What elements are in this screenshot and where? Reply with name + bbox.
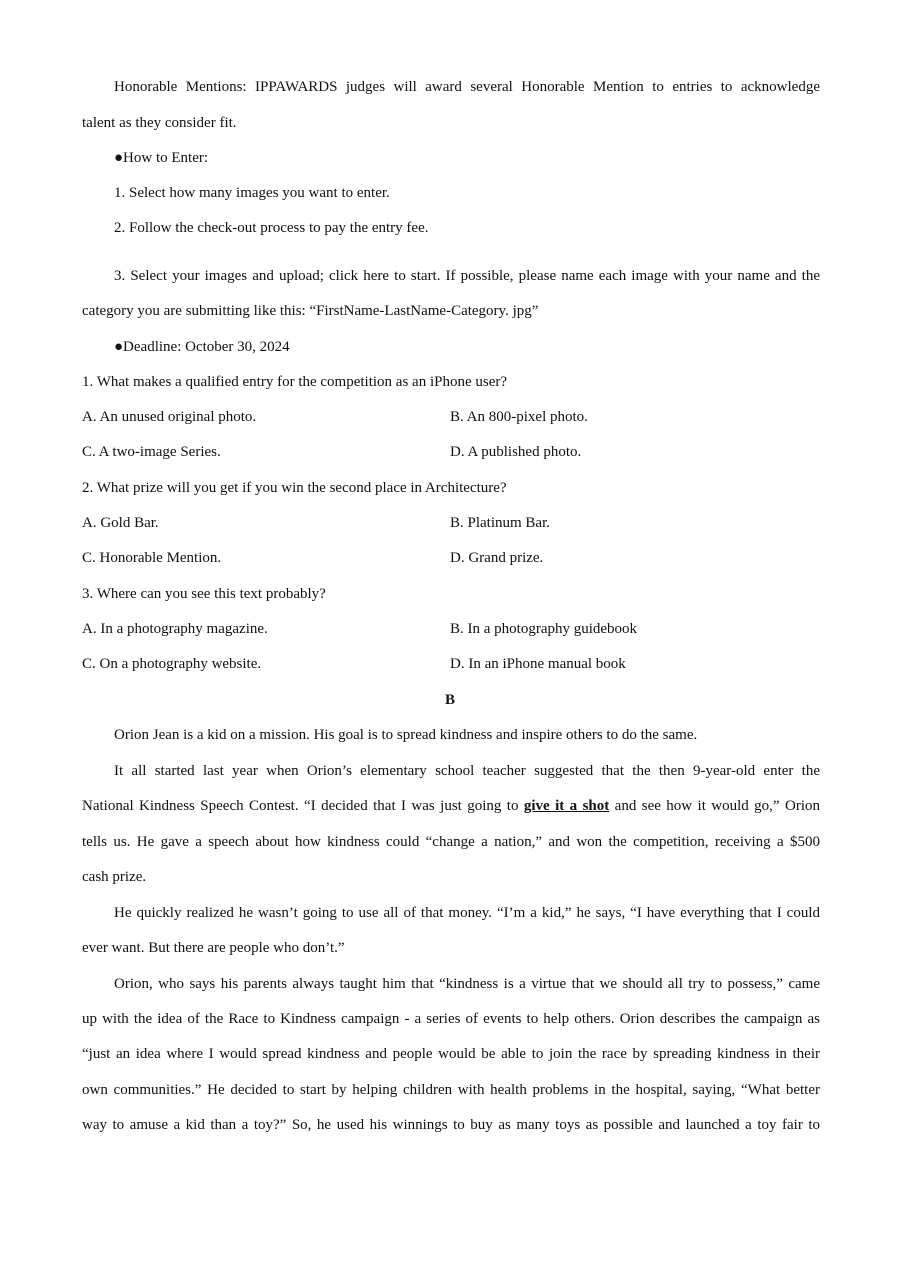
honorable-mentions-text: Honorable Mentions: IPPAWARDS judges will award several Honorable Mention to entries to acknowledge: [114, 79, 820, 95]
question-2-option-d: D. Grand prize.: [450, 550, 544, 566]
question-1-option-d: D. A published photo.: [450, 444, 582, 460]
passage-b-paragraph-4-line-5: way to amuse a kid than a toy?” So, he used his winnings to buy as many toys as possible and launched a toy fair to: [82, 1117, 820, 1133]
passage-b-paragraph-2-line-2: [82, 796, 820, 816]
question-1-option-a: A. An unused original photo.: [82, 409, 257, 425]
passage-b-paragraph-3-line-2: ever want. But there are people who don’t.”: [82, 940, 345, 956]
how-to-enter-heading: ●How to Enter:: [114, 150, 209, 166]
entry-step-2: 2. Follow the check-out process to pay the entry fee.: [114, 220, 429, 236]
question-3-option-b: B. In a photography guidebook: [450, 621, 638, 637]
passage-b-paragraph-4: Orion, who says his parents always taught him that “kindness is a virtue that we should all try to possess,” came: [114, 976, 820, 992]
passage-b-paragraph-2: It all started last year when Orion’s elementary school teacher suggested that the then 9-year-old enter the: [114, 763, 820, 779]
question-1-option-c: C. A two-image Series.: [82, 444, 221, 460]
underlined-phrase: give it a shot: [523, 798, 610, 814]
question-1-stem: 1. What makes a qualified entry for the competition as an iPhone user?: [82, 374, 508, 390]
section-b-heading: B: [444, 692, 455, 708]
question-3-option-c: C. On a photography website.: [82, 656, 262, 672]
paragraph-2-text-before: National Kindness Speech Contest. “I decided that I was just going to: [82, 798, 524, 814]
question-2-option-a: A. Gold Bar.: [82, 515, 159, 531]
passage-b-paragraph-4-line-3: “just an idea where I would spread kindness and people would be able to join the race by spreading kindness in their: [82, 1046, 820, 1062]
question-2-stem: 2. What prize will you get if you win the second place in Architecture?: [82, 480, 507, 496]
question-3-option-d: D. In an iPhone manual book: [450, 656, 626, 672]
passage-b-paragraph-2-line-3: tells us. He gave a speech about how kindness could “change a nation,” and won the competition, receiving a $500: [82, 834, 820, 850]
entry-step-3-cont: category you are submitting like this: “FirstName-LastName-Category. jpg”: [82, 303, 539, 319]
entry-step-1: 1. Select how many images you want to enter.: [114, 185, 390, 201]
honorable-mentions-text-cont: talent as they consider fit.: [82, 115, 237, 131]
question-2-option-b: B. Platinum Bar.: [450, 515, 551, 531]
passage-b-paragraph-4-line-2: up with the idea of the Race to Kindness campaign - a series of events to help others. Orion describes the campaign as: [82, 1011, 820, 1027]
question-2-option-c: C. Honorable Mention.: [82, 550, 222, 566]
passage-b-paragraph-4-line-4: own communities.” He decided to start by helping children with health problems in the hospital, saying, “What better: [82, 1082, 820, 1098]
passage-b-paragraph-3: He quickly realized he wasn’t going to use all of that money. “I’m a kid,” he says, “I have everything that I could: [114, 905, 820, 921]
deadline-text: ●Deadline: October 30, 2024: [114, 339, 290, 355]
question-3-stem: 3. Where can you see this text probably?: [82, 586, 326, 602]
passage-b-paragraph-1: Orion Jean is a kid on a mission. His goal is to spread kindness and inspire others to do the same.: [114, 727, 698, 743]
entry-step-3: 3. Select your images and upload; click here to start. If possible, please name each image with your name and the: [114, 268, 820, 284]
paragraph-2-text-after: and see how it would go,” Orion: [609, 798, 820, 814]
question-1-option-b: B. An 800-pixel photo.: [450, 409, 588, 425]
question-3-option-a: A. In a photography magazine.: [82, 621, 268, 637]
passage-b-paragraph-2-line-4: cash prize.: [82, 869, 147, 885]
